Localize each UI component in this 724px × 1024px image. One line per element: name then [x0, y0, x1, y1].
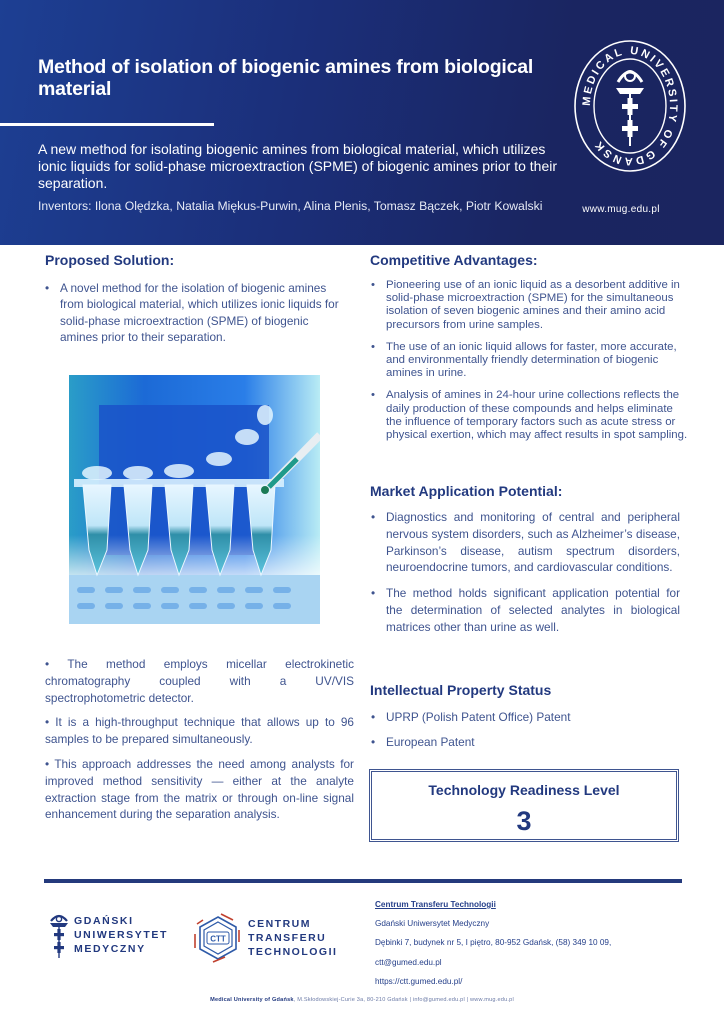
- gumed-logo-line: UNIWERSYTET: [74, 929, 169, 941]
- market-application-item: • The method holds significant application potential for the determination of selected analytes in biological matrices other than urine as well.: [370, 585, 680, 635]
- header-subtitle: A new method for isolating biogenic amines from biological material, which utilizes ionic liquids for solid-phase microextraction (SPME) of biogenic amines prior to their separation.: [38, 141, 557, 191]
- svg-text:MEDICAL UNIVERSITY OF GDANSK: MEDICAL UNIVERSITY OF GDANSK: [580, 44, 680, 168]
- ctt-logo: [193, 912, 373, 964]
- header-banner: [0, 0, 724, 245]
- method-note: • This approach addresses the need among analysts for improved method sensitivity — either at the analyte extraction stage from the matrix or through on-line signal enhancement during the separation analysis.: [45, 756, 354, 822]
- ctt-logo-text: [248, 917, 337, 959]
- bottom-address-line: [0, 997, 724, 1003]
- gumed-emblem-icon: [48, 914, 70, 960]
- trl-box: [369, 769, 679, 842]
- ip-status-item: • European Patent: [370, 736, 680, 749]
- contact-title-link[interactable]: Centrum Transferu Technologii: [375, 900, 496, 909]
- gumed-logo-text: [74, 914, 168, 956]
- ip-status-heading: Intellectual Property Status: [370, 682, 552, 698]
- ctt-hexagon-icon: [193, 912, 243, 964]
- ctt-logo-line: TRANSFERU: [248, 932, 327, 944]
- footer-divider: [44, 879, 682, 883]
- title-underline: [0, 123, 214, 126]
- market-application-item: • Diagnostics and monitoring of central and peripheral nervous system disorders, such as Alzheimer’s disease, Parkinson’s disease, autism spectrum disorders, neuroendocrine tumors, and cardiovascular conditions.: [370, 509, 680, 576]
- contact-info: [375, 895, 695, 991]
- market-application-list: [370, 509, 680, 645]
- trl-label: Technology Readiness Level: [428, 782, 620, 798]
- proposed-solution-list: [44, 280, 344, 355]
- ctt-logo-line: CENTRUM: [248, 918, 311, 930]
- advantage-item: • The use of an ionic liquid allows for faster, more accurate, and environmentally friendly determination of biogenic amines in urine.: [370, 341, 690, 381]
- advantage-item: • Pioneering use of an ionic liquid as a desorbent additive in solid-phase microextraction (SPME) for the simultaneous isolation of seven biogenic amines and their amino acid precursors from urine samples.: [370, 279, 690, 332]
- contact-address: Dębinki 7, budynek nr 5, I piętro, 80-952 Gdańsk, (58) 349 10 09,: [375, 938, 612, 948]
- gumed-logo-line: GDAŃSKI: [74, 915, 134, 927]
- trl-value: 3: [516, 806, 532, 836]
- contact-url-link[interactable]: https://ctt.gumed.edu.pl/: [375, 976, 463, 986]
- proposed-solution-heading: Proposed Solution:: [45, 252, 175, 268]
- bottom-university-name: Medical University of Gdańsk: [210, 997, 294, 1003]
- advantage-item: • Analysis of amines in 24-hour urine collections reflects the daily production of these compounds and helps eliminate the influence of temporary factors such as acute stress or physical exertion, which may affect results in spot sampling.: [370, 389, 690, 442]
- method-notes: [45, 656, 354, 831]
- contact-email-link[interactable]: ctt@gumed.edu.pl: [375, 957, 442, 967]
- proposed-solution-item: • A novel method for the isolation of biogenic amines from biological material, which utilizes ionic liquids for solid-phase microextraction (SPME) of biogenic amines prior to their separation.: [44, 280, 344, 346]
- ip-status-item: • UPRP (Polish Patent Office) Patent: [370, 711, 680, 724]
- university-seal-logo: [570, 38, 690, 174]
- ctt-logo-line: TECHNOLOGII: [248, 946, 338, 958]
- bottom-address-details: , M.Skłodowskiej-Curie 3a, 80-210 Gdańsk | info@gumed.edu.pl | www.mug.edu.pl: [293, 997, 514, 1003]
- inventors-list: Inventors: Ilona Olędzka, Natalia Miękus-Purwin, Alina Plenis, Tomasz Bączek, Piotr Kowalski: [38, 199, 543, 213]
- contact-org: Gdański Uniwersytet Medyczny: [375, 919, 490, 929]
- market-application-heading: Market Application Potential:: [370, 483, 563, 499]
- header-website[interactable]: www.mug.edu.pl: [582, 204, 660, 215]
- page-title: Method of isolation of biogenic amines from biological material: [38, 56, 534, 100]
- gumed-logo-line: MEDYCZNY: [74, 943, 146, 955]
- lab-tubes-photo: [69, 375, 320, 624]
- ip-status-list: [370, 711, 680, 761]
- method-note: • It is a high-throughput technique that allows up to 96 samples to be prepared simultaneously.: [45, 715, 354, 747]
- competitive-advantages-list: [370, 279, 690, 451]
- ctt-badge-text: CTT: [210, 934, 226, 944]
- competitive-advantages-heading: Competitive Advantages:: [370, 252, 538, 268]
- method-note: • The method employs micellar electrokinetic chromatography coupled with a UV/VIS spectrophotometric detector.: [45, 657, 354, 705]
- gumed-logo: [46, 914, 186, 960]
